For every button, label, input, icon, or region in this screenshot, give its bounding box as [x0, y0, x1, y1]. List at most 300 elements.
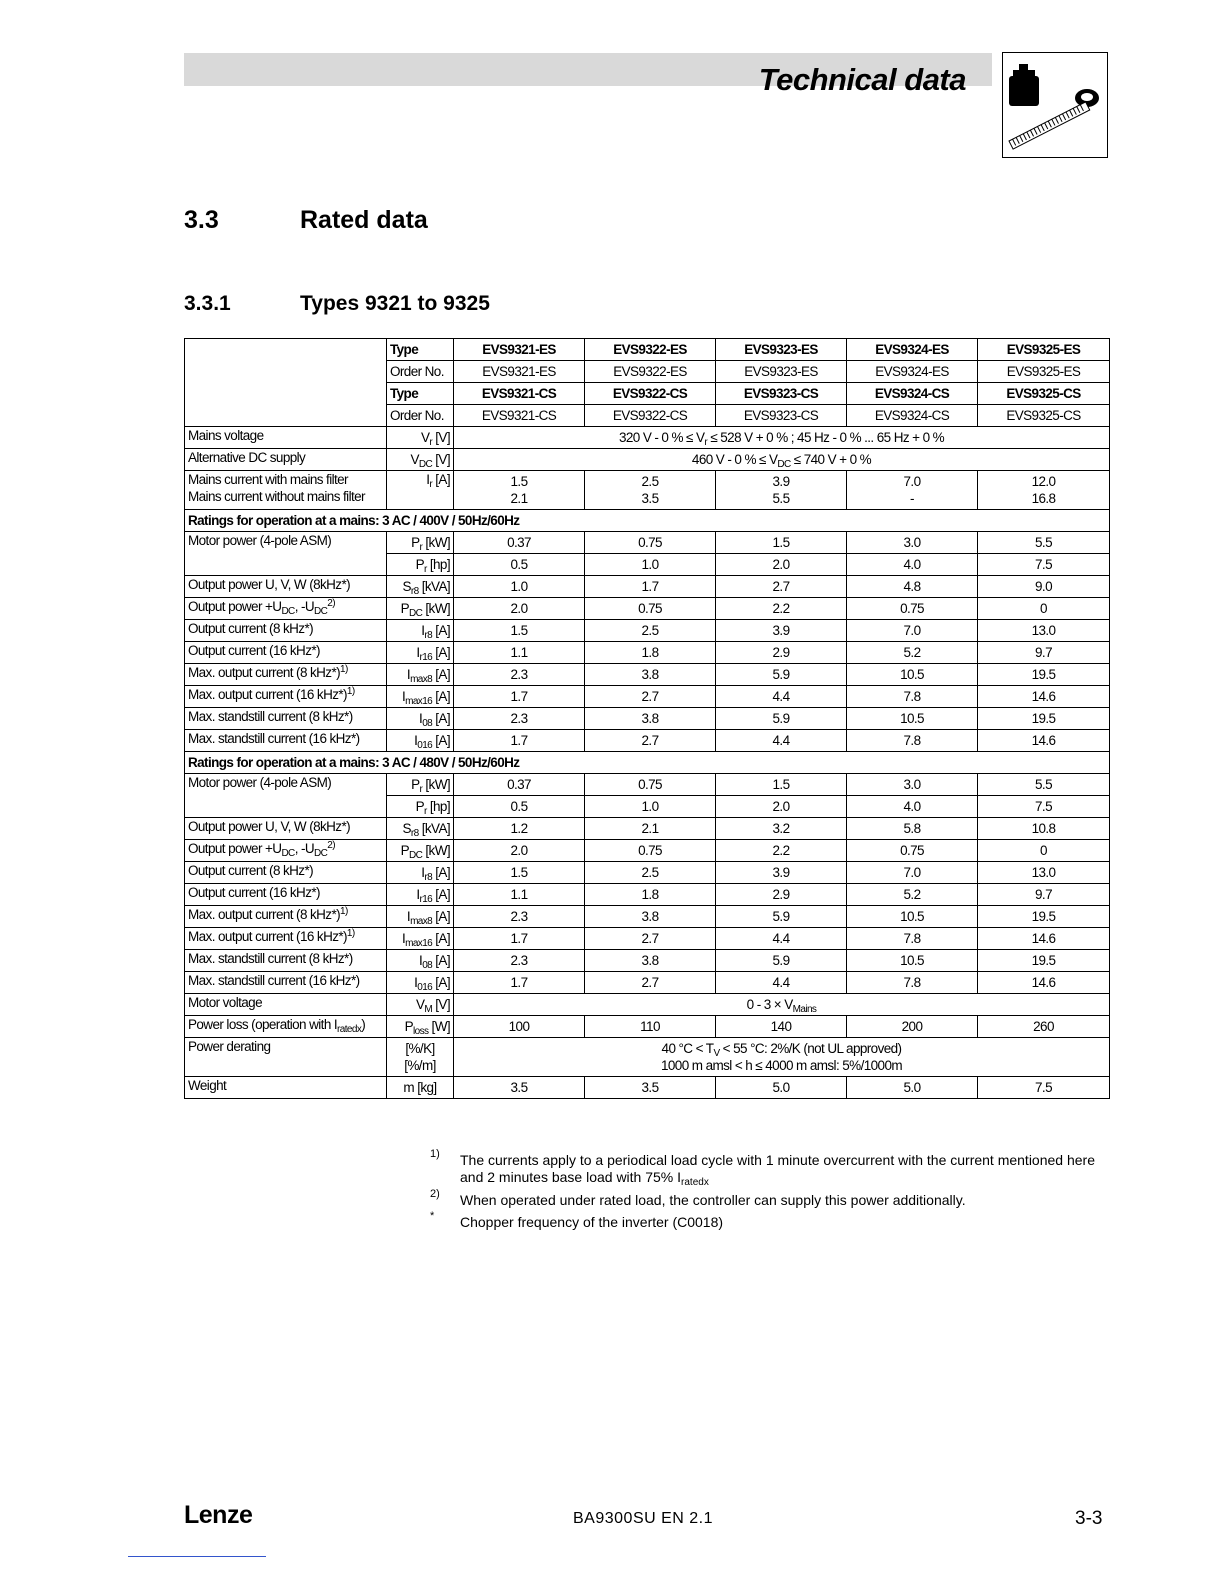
label-text: Max. output current (16 kHz*): [188, 929, 347, 944]
symbol-letter: I: [419, 711, 423, 726]
row-label: [185, 862, 387, 884]
symbol-letter: I: [419, 953, 423, 968]
spec-row: [185, 1038, 1110, 1077]
order-number-cell: EVS9323-ES: [716, 361, 847, 383]
symbol-cell: [387, 554, 454, 576]
value-cell: 1.7: [454, 730, 585, 752]
value-cell: [847, 471, 978, 510]
label-text: Motor voltage: [188, 995, 262, 1010]
symbol-unit: [V]: [435, 997, 450, 1012]
value-cell: 19.5: [978, 906, 1110, 928]
spec-row: [185, 994, 1110, 1016]
value-cell: 1.0: [454, 576, 585, 598]
value-cell: 0.75: [585, 598, 716, 620]
value-cell: 0.37: [454, 532, 585, 554]
spec-row: [185, 972, 1110, 994]
symbol-letter: P: [415, 799, 424, 814]
symbol-unit: [A]: [435, 975, 450, 990]
symbol-cell: [387, 884, 454, 906]
value-cell: 13.0: [978, 620, 1110, 642]
value-cell: 3.0: [847, 774, 978, 796]
footnote-ref: 1): [340, 906, 348, 917]
spec-row: [185, 884, 1110, 906]
symbol-cell: [387, 796, 454, 818]
row-label: [185, 972, 387, 994]
spec-row: [185, 1016, 1110, 1038]
value-with-filter: 3.9: [772, 474, 790, 489]
row-label: [185, 664, 387, 686]
value-cell: [978, 471, 1110, 510]
value-cell: 1.1: [454, 884, 585, 906]
order-number-cell: EVS9323-CS: [716, 405, 847, 427]
row-label: [185, 708, 387, 730]
value-with-filter: 12.0: [1031, 474, 1056, 489]
value-cell: 10.5: [847, 664, 978, 686]
symbol-subscript: r: [423, 806, 427, 817]
footnote-sub: ratedx: [681, 1177, 709, 1188]
label-tail: , -U: [294, 841, 315, 856]
spec-row: [185, 642, 1110, 664]
spec-row: [185, 620, 1110, 642]
order-label: Order No.: [387, 405, 454, 427]
row-label: [185, 620, 387, 642]
value-cell: 9.7: [978, 884, 1110, 906]
symbol-subscript: M: [424, 1004, 433, 1015]
symbol-unit: [kVA]: [421, 821, 450, 836]
value-cell: 10.5: [847, 950, 978, 972]
value-cell: 5.5: [978, 532, 1110, 554]
rated-data-table: [184, 338, 1110, 1099]
value-without-filter: 16.8: [1031, 491, 1056, 506]
symbol-cell: [387, 730, 454, 752]
label-text: Max. output current (8 kHz*): [188, 665, 341, 680]
value-cell: 2.3: [454, 664, 585, 686]
value-cell: 2.1: [585, 818, 716, 840]
value-cell: 2.0: [716, 796, 847, 818]
type-cell: EVS9323-CS: [716, 383, 847, 405]
value-cell: 10.5: [847, 906, 978, 928]
value-subscript: r: [704, 437, 708, 448]
symbol-subscript: DC: [409, 608, 423, 619]
value-cell: 0.37: [454, 774, 585, 796]
value-cell: 1.8: [585, 642, 716, 664]
label-subscript: DC: [281, 848, 295, 859]
spec-row: [185, 708, 1110, 730]
spec-row: [185, 427, 1110, 449]
empty-corner-cell: [185, 339, 387, 427]
row-label: [185, 840, 387, 862]
symbol-letter: P: [415, 557, 424, 572]
symbol-unit: [A]: [435, 909, 450, 924]
cell-text: 320 V - 0 % ≤ V: [618, 430, 705, 445]
label-subscript: DC: [281, 606, 295, 617]
symbol-letter: P: [400, 843, 409, 858]
type-cell: EVS9325-CS: [978, 383, 1110, 405]
value-cell: 3.8: [585, 708, 716, 730]
label-text: Max. output current (8 kHz*): [188, 907, 341, 922]
symbol-unit: [kW]: [425, 843, 450, 858]
merged-value: [454, 449, 1110, 471]
value-cell: 10.8: [978, 818, 1110, 840]
value-cell: 1.5: [716, 774, 847, 796]
spec-row: [185, 686, 1110, 708]
value-cell: 7.5: [978, 554, 1110, 576]
subsection-title: Types 9321 to 9325: [300, 292, 490, 315]
symbol-unit: [hp]: [429, 799, 450, 814]
value-cell: 14.6: [978, 730, 1110, 752]
symbol-letter: I: [416, 887, 420, 902]
value-cell: 2.0: [716, 554, 847, 576]
symbol-letter: I: [406, 909, 411, 924]
value-cell: 2.2: [716, 598, 847, 620]
value-cell: 3.5: [585, 1077, 716, 1099]
row-label: [185, 774, 387, 818]
section-heading: Ratings for operation at a mains: 3 AC / 480V / 50Hz/60Hz: [185, 752, 1110, 774]
symbol-subscript: r16: [419, 894, 433, 905]
label-subscript: ratedx: [337, 1024, 362, 1035]
row-label: Weight: [185, 1077, 387, 1099]
footnote-ref: 1): [340, 664, 348, 675]
symbol-subscript: max8: [410, 674, 433, 685]
symbol-letter: P: [411, 535, 420, 550]
spec-row: [185, 532, 1110, 554]
symbol-subscript: DC: [409, 850, 423, 861]
symbol-subscript: max16: [405, 696, 433, 707]
symbol-cell: [387, 598, 454, 620]
value-cell: 5.0: [847, 1077, 978, 1099]
value-subscript: V: [713, 1048, 720, 1059]
value-cell: 1.7: [454, 972, 585, 994]
value-with-filter: 2.5: [641, 474, 659, 489]
symbol-letter: I: [401, 931, 406, 946]
footer-logo: Lenze: [184, 1501, 253, 1529]
value-subscript: DC: [777, 459, 791, 470]
symbol-unit: [W]: [431, 1019, 450, 1034]
value-without-filter: -: [910, 491, 914, 506]
unit-line: [%/K]: [405, 1041, 435, 1056]
row-label: [185, 576, 387, 598]
value-cell: 0.5: [454, 554, 585, 576]
value-cell: 1.7: [585, 576, 716, 598]
symbol-cell: [387, 862, 454, 884]
label-line: Mains current with mains filter: [188, 472, 348, 487]
value-cell: 3.9: [716, 862, 847, 884]
symbol-unit: [A]: [435, 733, 450, 748]
symbol-subscript: r8: [424, 872, 433, 883]
symbol-subscript: r: [419, 784, 423, 795]
footnote-ref: 2): [327, 598, 335, 609]
symbol-subscript: r: [423, 564, 427, 575]
footnote-text: When operated under rated load, the controller can supply this power additionally.: [460, 1192, 966, 1208]
value-cell: 260: [978, 1016, 1110, 1038]
value-cell: 2.7: [585, 972, 716, 994]
symbol-cell: [387, 449, 454, 471]
value-cell: 4.0: [847, 796, 978, 818]
order-number-cell: EVS9324-CS: [847, 405, 978, 427]
symbol-subscript: r8: [424, 630, 433, 641]
value-cell: 5.9: [716, 950, 847, 972]
row-label: [185, 598, 387, 620]
row-label: [185, 427, 387, 449]
label-text: Output current (8 kHz*): [188, 621, 313, 636]
type-cell: EVS9321-CS: [454, 383, 585, 405]
row-label: Power derating: [185, 1038, 387, 1077]
type-label: Type: [387, 339, 454, 361]
spec-row: [185, 928, 1110, 950]
symbol-letter: I: [406, 667, 411, 682]
label-text: Output power U, V, W (8kHz*): [188, 577, 351, 592]
value-cell: 14.6: [978, 972, 1110, 994]
subsection-number: 3.3.1: [184, 292, 231, 315]
symbol-unit: [A]: [435, 865, 450, 880]
value-cell: 2.3: [454, 708, 585, 730]
value-cell: 1.7: [454, 686, 585, 708]
value-cell: 0.5: [454, 796, 585, 818]
label-text: Max. standstill current (8 kHz*): [188, 951, 353, 966]
value-cell: 14.6: [978, 686, 1110, 708]
footnote-ref: 1): [346, 928, 355, 939]
value-cell: 7.5: [978, 796, 1110, 818]
row-label: [185, 928, 387, 950]
value-cell: 0.75: [847, 840, 978, 862]
value-cell: [716, 471, 847, 510]
value-cell: 7.5: [978, 1077, 1110, 1099]
symbol-cell: [387, 906, 454, 928]
value-cell: 5.0: [716, 1077, 847, 1099]
merged-value: [454, 1038, 1110, 1077]
row-label: [185, 686, 387, 708]
symbol-cell: [387, 664, 454, 686]
type-cell: EVS9324-CS: [847, 383, 978, 405]
symbol-cell: [387, 994, 454, 1016]
spec-row: [185, 664, 1110, 686]
value-cell: 4.4: [716, 686, 847, 708]
row-label: [185, 532, 387, 576]
symbol-subscript: r8: [410, 828, 419, 839]
section-row: [185, 510, 1110, 532]
value-cell: 0.75: [847, 598, 978, 620]
value-cell: 0.75: [585, 774, 716, 796]
section-heading: Ratings for operation at a mains: 3 AC / 400V / 50Hz/60Hz: [185, 510, 1110, 532]
value-cell: 2.7: [585, 928, 716, 950]
row-label: [185, 884, 387, 906]
symbol-letter: V: [420, 430, 430, 445]
weight-and-ruler-icon: [1002, 52, 1108, 158]
value-cell: 4.4: [716, 972, 847, 994]
value-cell: 7.8: [847, 928, 978, 950]
symbol-unit: [hp]: [429, 557, 450, 572]
spec-row: [185, 730, 1110, 752]
order-number-cell: EVS9322-CS: [585, 405, 716, 427]
value-cell: 200: [847, 1016, 978, 1038]
row-label: [185, 994, 387, 1016]
label-line: Mains current without mains filter: [188, 489, 365, 504]
symbol-cell: [387, 1016, 454, 1038]
value-cell: 3.0: [847, 532, 978, 554]
symbol-letter: V: [410, 452, 419, 467]
value-cell: 19.5: [978, 708, 1110, 730]
symbol-cell: [387, 1038, 454, 1077]
value-cell: 10.5: [847, 708, 978, 730]
type-cell: EVS9322-CS: [585, 383, 716, 405]
symbol-cell: [387, 972, 454, 994]
row-label: [185, 471, 387, 510]
symbol-subscript: loss: [413, 1026, 429, 1037]
label-text: Max. output current (16 kHz*): [188, 687, 347, 702]
merged-value: [454, 994, 1110, 1016]
spec-row: [185, 774, 1110, 796]
symbol-subscript: 08: [422, 718, 433, 729]
label-text: Alternative DC supply: [188, 450, 306, 465]
value-cell: 1.5: [454, 620, 585, 642]
value-cell: 5.9: [716, 906, 847, 928]
label-subscript: DC: [314, 848, 328, 859]
label-tail: ): [361, 1017, 366, 1032]
symbol-cell: [387, 686, 454, 708]
order-number-cell: EVS9325-CS: [978, 405, 1110, 427]
type-label: Type: [387, 383, 454, 405]
symbol-cell: [387, 708, 454, 730]
symbol-letter: V: [415, 997, 425, 1012]
section-row: [185, 752, 1110, 774]
value-without-filter: 3.5: [641, 491, 659, 506]
value-without-filter: 2.1: [510, 491, 528, 506]
section-number: 3.3: [184, 206, 219, 234]
symbol-unit: [A]: [435, 645, 450, 660]
label-text: Mains voltage: [188, 428, 264, 443]
value-cell: 2.3: [454, 950, 585, 972]
symbol-unit: [A]: [435, 667, 450, 682]
symbol-unit: [A]: [435, 887, 450, 902]
value-cell: 19.5: [978, 664, 1110, 686]
value-cell: 4.8: [847, 576, 978, 598]
header-title: Technical data: [758, 62, 966, 97]
row-label: [185, 730, 387, 752]
symbol-subscript: r8: [410, 586, 419, 597]
spec-row: [185, 471, 1110, 510]
symbol-unit: [A]: [435, 953, 450, 968]
value-cell: [585, 471, 716, 510]
type-cell: EVS9324-ES: [847, 339, 978, 361]
symbol-unit: [kW]: [425, 601, 450, 616]
derating-line: [457, 1040, 1106, 1057]
value-cell: 2.7: [585, 686, 716, 708]
symbol-cell: [387, 532, 454, 554]
value-cell: 14.6: [978, 928, 1110, 950]
symbol-letter: I: [426, 472, 430, 487]
label-text: Output current (16 kHz*): [188, 885, 320, 900]
symbol-cell: [387, 427, 454, 449]
symbol-unit: [V]: [435, 452, 450, 467]
spec-row: [185, 840, 1110, 862]
value-cell: 7.0: [847, 862, 978, 884]
value-cell: 2.0: [454, 598, 585, 620]
row-label: [185, 906, 387, 928]
symbol-cell: [387, 620, 454, 642]
header-row: [185, 339, 1110, 361]
label-text: Max. standstill current (16 kHz*): [188, 973, 360, 988]
symbol-subscript: 016: [417, 982, 433, 993]
value-cell: 5.8: [847, 818, 978, 840]
symbol-cell: [387, 471, 454, 510]
section-title: Rated data: [300, 206, 428, 234]
value-cell: 2.5: [585, 620, 716, 642]
order-number-cell: EVS9325-ES: [978, 361, 1110, 383]
cell-text: 460 V - 0 % ≤ V: [691, 452, 778, 467]
spec-row: [185, 862, 1110, 884]
symbol-unit: [A]: [435, 623, 450, 638]
order-number-cell: EVS9324-ES: [847, 361, 978, 383]
symbol-cell: [387, 818, 454, 840]
symbol-subscript: 016: [417, 740, 433, 751]
value-cell: 1.5: [454, 862, 585, 884]
value-cell: 5.9: [716, 664, 847, 686]
unit-line: [%/m]: [404, 1058, 436, 1073]
symbol-subscript: max8: [410, 916, 433, 927]
value-cell: 2.7: [716, 576, 847, 598]
value-cell: 2.9: [716, 642, 847, 664]
row-label: [185, 449, 387, 471]
value-cell: 5.2: [847, 642, 978, 664]
value-cell: 2.7: [585, 730, 716, 752]
value-cell: 100: [454, 1016, 585, 1038]
label-subscript: DC: [314, 606, 328, 617]
value-cell: 1.7: [454, 928, 585, 950]
cell-text: < 55 °C: 2%/K (not UL approved): [722, 1041, 902, 1056]
row-label: [185, 950, 387, 972]
value-cell: 2.3: [454, 906, 585, 928]
cell-text: ≤ 528 V + 0 % ; 45 Hz - 0 % ... 65 Hz + 0 %: [710, 430, 945, 445]
cell-text: 40 °C < T: [661, 1041, 714, 1056]
value-cell: 0.75: [585, 532, 716, 554]
derating-line: 1000 m amsl < h ≤ 4000 m amsl: 5%/1000m: [660, 1058, 902, 1073]
value-cell: 2.9: [716, 884, 847, 906]
value-cell: 5.9: [716, 708, 847, 730]
symbol-letter: I: [416, 645, 420, 660]
symbol-cell: [387, 774, 454, 796]
symbol-unit: [A]: [435, 472, 450, 487]
footnote-mark: 1): [430, 1148, 440, 1160]
value-cell: 2.2: [716, 840, 847, 862]
label-tail: , -U: [294, 599, 315, 614]
order-label: Order No.: [387, 361, 454, 383]
symbol-letter: I: [401, 689, 406, 704]
value-cell: 3.8: [585, 906, 716, 928]
spec-row: [185, 950, 1110, 972]
value-cell: 7.8: [847, 686, 978, 708]
cell-text: ≤ 740 V + 0 %: [793, 452, 872, 467]
spec-row: [185, 906, 1110, 928]
symbol-subscript: 08: [422, 960, 433, 971]
symbol-unit: [A]: [435, 689, 450, 704]
symbol-subscript: max16: [405, 938, 433, 949]
symbol-cell: [387, 950, 454, 972]
symbol-cell: [387, 928, 454, 950]
footnote-text: Chopper frequency of the inverter (C0018): [460, 1214, 724, 1230]
symbol-unit: [kW]: [425, 535, 450, 550]
symbol-cell: m [kg]: [387, 1077, 454, 1099]
type-cell: EVS9321-ES: [454, 339, 585, 361]
value-cell: 0: [978, 598, 1110, 620]
row-label: [185, 818, 387, 840]
symbol-unit: [A]: [435, 931, 450, 946]
value-subscript: Mains: [792, 1004, 817, 1015]
value-with-filter: 7.0: [903, 474, 921, 489]
value-cell: 4.4: [716, 928, 847, 950]
type-cell: EVS9322-ES: [585, 339, 716, 361]
label-text: Power loss (operation with I: [188, 1017, 338, 1032]
symbol-subscript: r: [429, 437, 433, 448]
